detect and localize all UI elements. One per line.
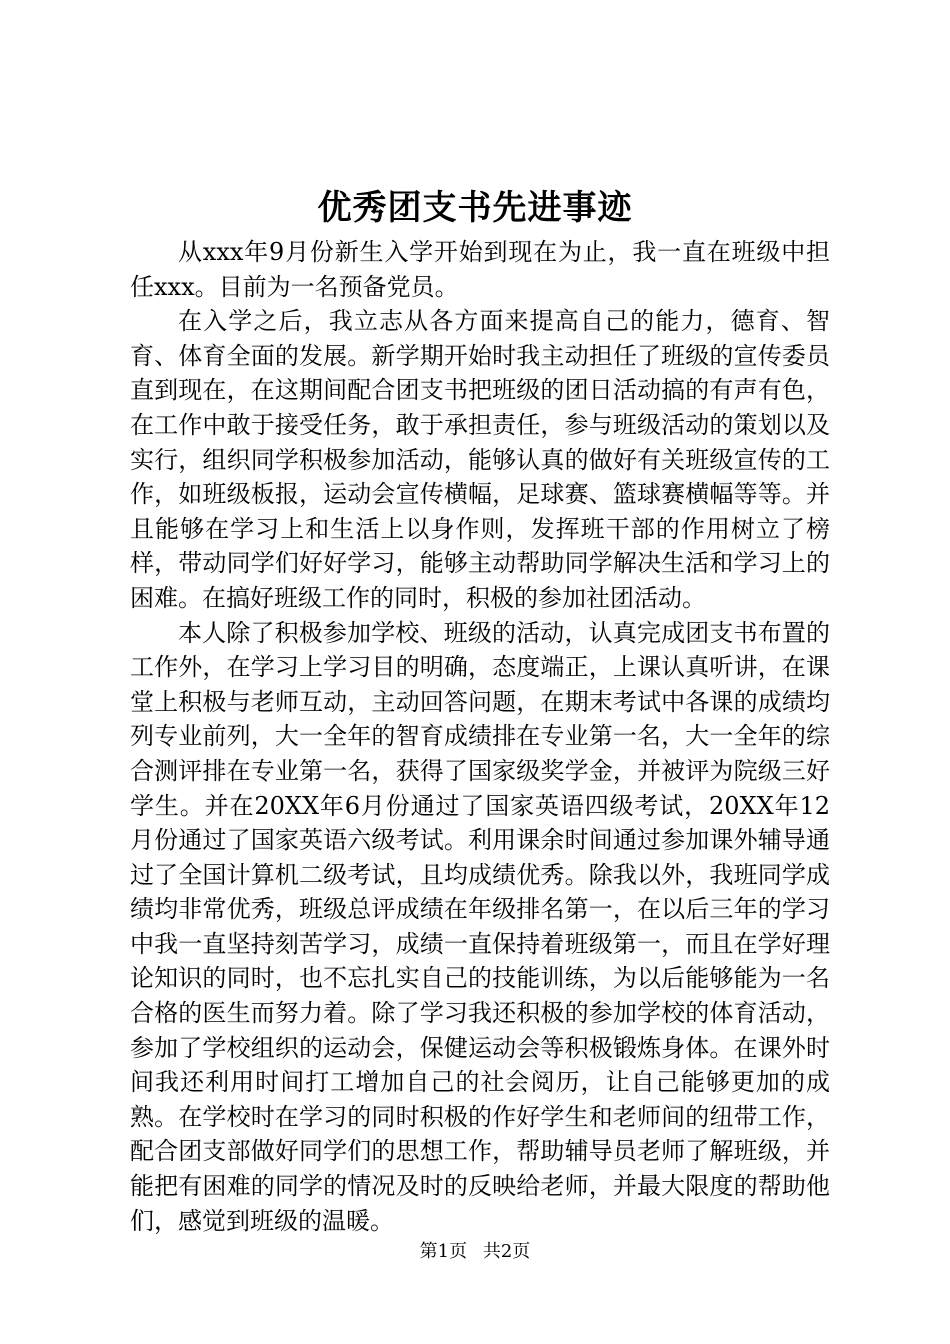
document-title: 优秀团支书先进事迹 bbox=[317, 188, 633, 228]
page-number-current: 第1页 bbox=[419, 1241, 468, 1262]
page-number-total: 共2页 bbox=[482, 1241, 531, 1262]
document-body bbox=[130, 235, 830, 1238]
paragraph-1: 从xxx年9月份新生入学开始到现在为止，我一直在班级中担任xxx。目前为一名预备党员。 bbox=[130, 238, 830, 301]
page-footer bbox=[0, 1238, 950, 1266]
paragraph-2: 在入学之后，我立志从各方面来提高自己的能力，德育、智育、体育全面的发展。新学期开始时我主动担任了班级的宣传委员直到现在，在这期间配合团支书把班级的团日活动搞的有声有色，在工作中敢于接受任务，敢于承担责任，参与班级活动的策划以及实行，组织同学积极参加活动，能够认真的做好有关班级宣传的工作，如班级板报，运动会宣传横幅，足球赛、篮球赛横幅等等。并且能够在学习上和生活上以身作则，发挥班干部的作用树立了榜样，带动同学们好好学习，能够主动帮助同学解决生活和学习上的困难。在搞好班级工作的同时，积极的参加社团活动。 bbox=[130, 307, 830, 612]
paragraph-3: 本人除了积极参加学校、班级的活动，认真完成团支书布置的工作外，在学习上学习目的明确，态度端正，上课认真听讲，在课堂上积极与老师互动，主动回答问题，在期末考试中各课的成绩均列专业前列，大一全年的智育成绩排在专业第一名，大一全年的综合测评排在专业第一名，获得了国家级奖学金，并被评为院级三好学生。并在20XX年6月份通过了国家英语四级考试，20XX年12月份通过了国家英语六级考试。利用课余时间通过参加课外辅导通过了全国计算机二级考试，且均成绩优秀。除我以外，我班同学成绩均非常优秀，班级总评成绩在年级排名第一，在以后三年的学习中我一直坚持刻苦学习，成绩一直保持着班级第一，而且在学好理论知识的同时，也不忘扎实自己的技能训练，为以后能够能为一名合格的医生而努力着。除了学习我还积极的参加学校的体育活动，参加了学校组织的运动会，保健运动会等积极锻炼身体。在课外时间我还利用时间打工增加自己的社会阅历，让自己能够更加的成熟。在学校时在学习的同时积极的作好学生和老师间的纽带工作，配合团支部做好同学们的思想工作，帮助辅导员老师了解班级，并能把有困难的同学的情况及时的反映给老师，并最大限度的帮助他们，感觉到班级的温暖。 bbox=[130, 618, 830, 1235]
